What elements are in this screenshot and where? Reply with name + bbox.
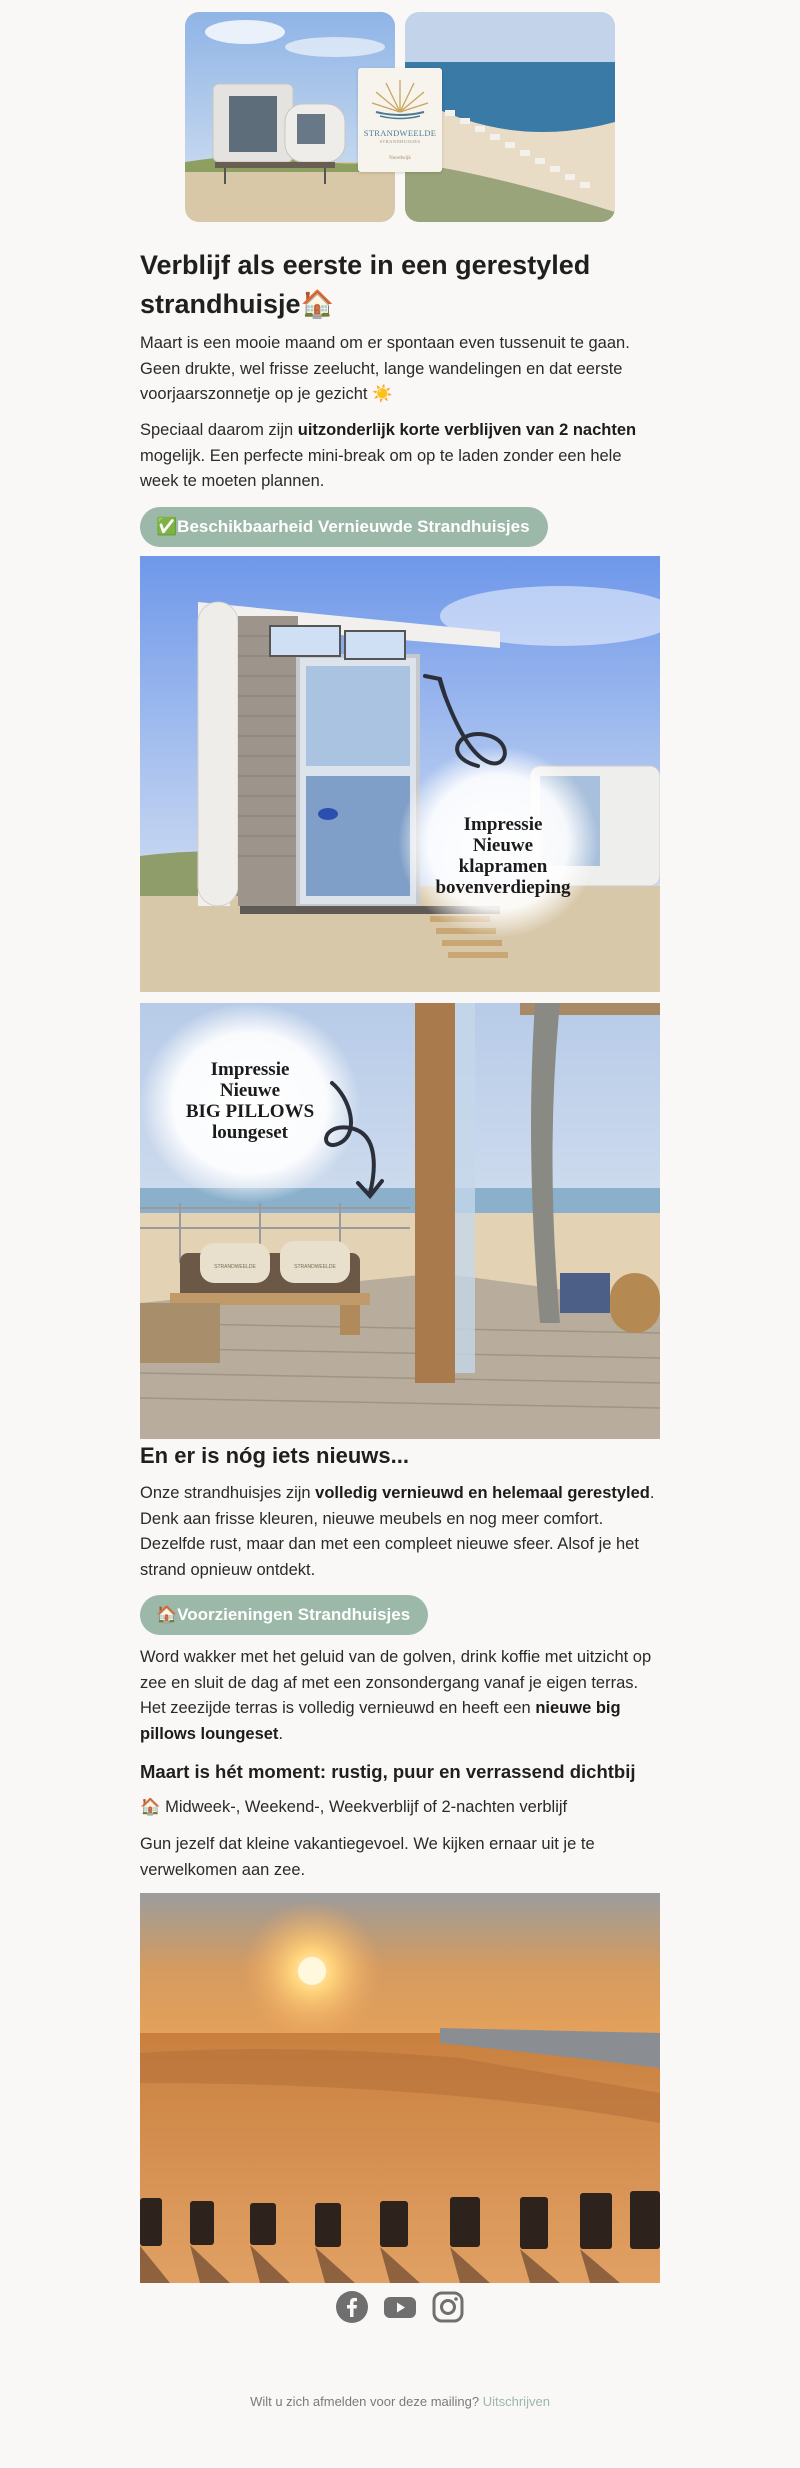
stay-options-line: 🏠 Midweek-, Weekend-, Weekverblijf of 2-nachten verblijf — [140, 1798, 568, 1816]
section-heading-moment: Maart is hét moment: rustig, puur en verrassend dichtbij — [140, 1761, 636, 1782]
intro-p2-after: mogelijk. Een perfecte mini-break om op te laden zonder een hele week te moeten plannen. — [140, 446, 622, 490]
pillow-label: STRANDWEELDE — [214, 1264, 256, 1270]
news-p1-bold: volledig vernieuwd en helemaal gerestyled — [315, 1484, 650, 1502]
news-paragraph-1 — [140, 1481, 660, 1583]
social-links — [335, 2290, 465, 2326]
pillow-label: STRANDWEELDE — [294, 1264, 336, 1270]
instagram-icon[interactable] — [431, 2290, 465, 2324]
availability-button[interactable]: ✅Beschikbaarheid Vernieuwde Strandhuisjes — [140, 507, 548, 547]
news-p1-before: Onze strandhuisjes zijn — [140, 1484, 316, 1502]
logo-name: STRANDWEELDE — [363, 128, 437, 138]
intro-paragraph-1: Maart is een mooie maand om er spontaan even tussenuit te gaan. Geen drukte, wel frisse zeelucht, lange wandelingen en dat eerste voorjaarszonnetje op je gezicht ☀️ — [140, 334, 630, 403]
overlay-line: Impressie — [463, 814, 543, 835]
logo-subtitle: STRANDHUISJES — [379, 139, 421, 144]
intro-p2-before: Speciaal daarom zijn — [140, 421, 298, 439]
youtube-icon[interactable] — [383, 2290, 417, 2324]
logo-place: Noordwijk — [389, 156, 411, 161]
overlay-line: Impressie — [210, 1059, 290, 1080]
overlay-line: Nieuwe — [472, 835, 534, 856]
news-p1-after: . Denk aan frisse kleuren, nieuwe meubels en nog meer comfort. Dezelfde rust, maar dan met een compleet nieuwe sfeer. Alsof je het strand opnieuw ontdekt. — [140, 1484, 655, 1579]
facebook-icon[interactable] — [335, 2290, 369, 2324]
intro-paragraph-2 — [140, 418, 660, 495]
page-title: Verblijf als eerste in een gerestyled strandhuisje🏠 — [140, 250, 591, 319]
footer — [0, 2394, 800, 2409]
news-paragraph-2 — [140, 1645, 660, 1747]
news-p2-bold: nieuwe big pillows loungeset — [140, 1699, 621, 1743]
overlay-big-pillows — [170, 1059, 330, 1143]
sun-logo-icon — [358, 68, 442, 128]
overlay-line: bovenverdieping — [435, 877, 571, 898]
news-p2-before: Word wakker met het geluid van de golven, drink koffie met uitzicht op zee en sluit de dag af met een zonsondergang vanaf je eigen terras. Het zeezijde terras is volledig vernieuwd en heeft een — [140, 1648, 652, 1717]
news-p2-after: . — [278, 1724, 284, 1743]
unsubscribe-link[interactable]: Uitschrijven — [482, 2394, 550, 2409]
facilities-button[interactable]: 🏠Voorzieningen Strandhuisjes — [140, 1595, 428, 1635]
section-heading-news: En er is nóg iets nieuws... — [140, 1443, 409, 1468]
image-klapramen — [140, 556, 660, 992]
strandweelde-logo — [358, 68, 442, 172]
moment-paragraph: Gun jezelf dat kleine vakantiegevoel. We kijken ernaar uit je te verwelkomen aan zee. — [140, 1835, 595, 1879]
header-images — [185, 12, 615, 222]
image-beach-sunset — [140, 1893, 660, 2283]
overlay-line: loungeset — [212, 1122, 288, 1143]
unsubscribe-text: Wilt u zich afmelden voor deze mailing? — [250, 2394, 483, 2409]
image-big-pillows — [140, 1003, 660, 1439]
intro-p2-bold: uitzonderlijk korte verblijven van 2 nachten — [297, 421, 637, 439]
overlay-line: klapramen — [458, 856, 548, 877]
overlay-klapramen — [428, 814, 578, 898]
overlay-line: Nieuwe — [219, 1080, 281, 1101]
overlay-line: BIG PILLOWS — [185, 1101, 315, 1122]
